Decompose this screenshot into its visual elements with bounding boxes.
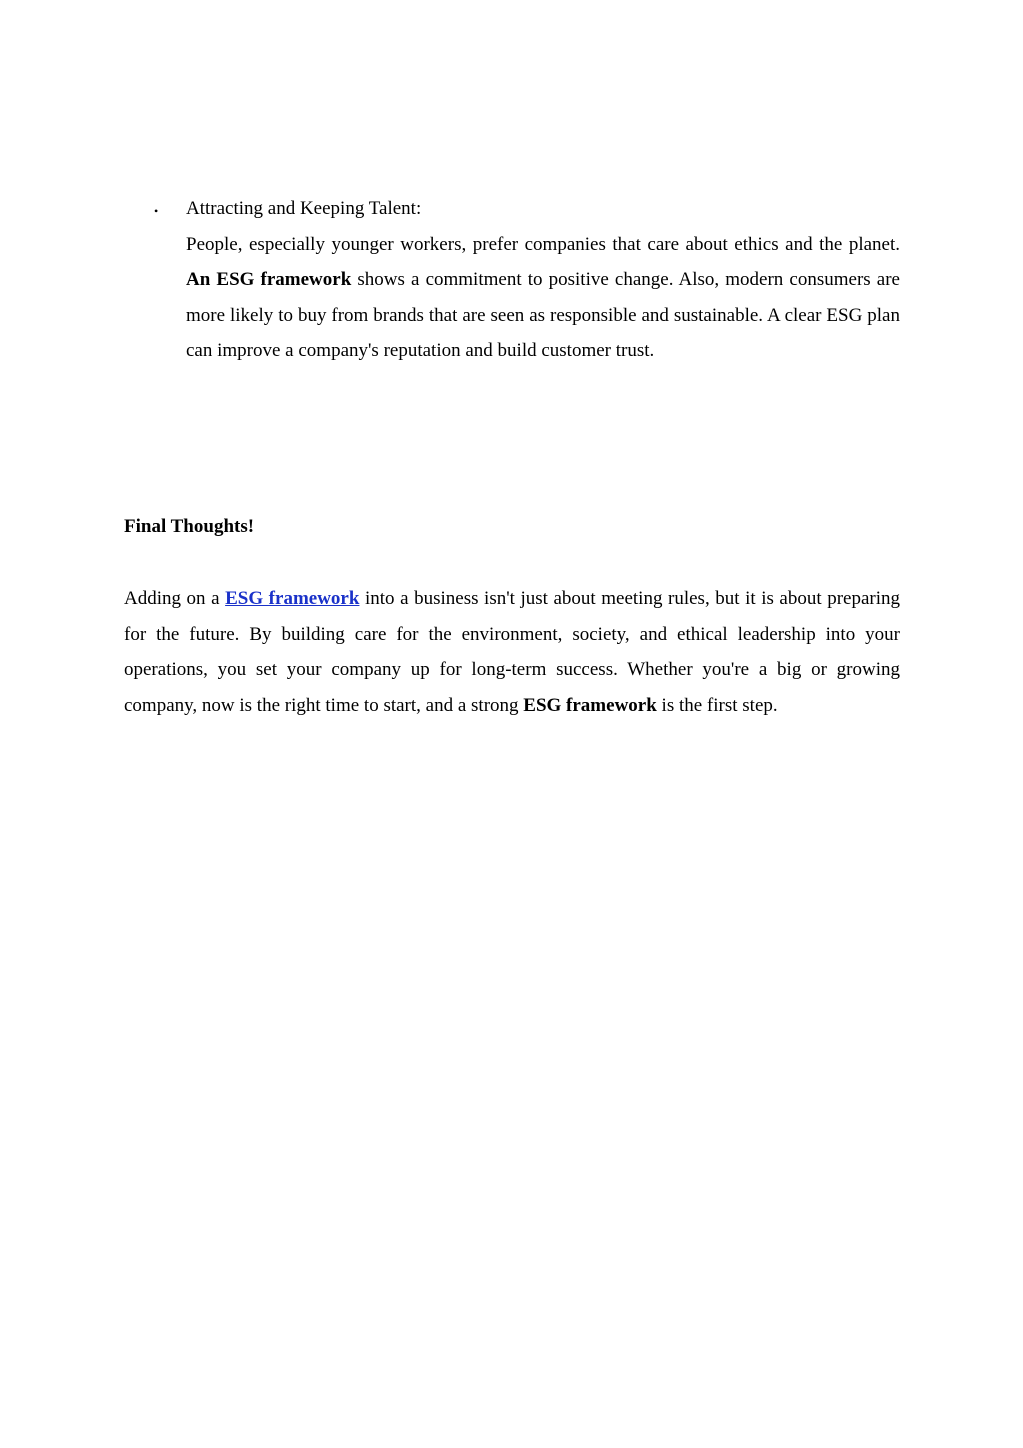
section-heading-final-thoughts: Final Thoughts! bbox=[124, 516, 255, 537]
bullet-point-icon: • bbox=[154, 204, 159, 218]
bullet-list-item bbox=[124, 191, 900, 369]
esg-framework-link[interactable]: ESG framework bbox=[225, 588, 360, 609]
bullet-text-2: shows a commitment to positive change. Also, modern consumers are more likely to buy from brands that are seen as responsible and sustainable. A clear ESG plan can improve a company's reputation and build customer trust. bbox=[186, 269, 900, 361]
final-text-2: into a business isn't just about meeting rules, but it is about preparing for the future. By building care for the environment, society, and ethical leadership into your operations, you set your company up for long-term success. Whether you're a big or growing company, now is the right time to start, and a strong bbox=[124, 588, 900, 716]
bullet-text-1: People, especially younger workers, prefer companies that care about ethics and the planet. bbox=[186, 233, 900, 255]
final-text-1: Adding on a bbox=[124, 588, 226, 609]
bullet-content bbox=[186, 191, 900, 369]
final-thoughts-paragraph bbox=[124, 581, 900, 723]
final-text-3: is the first step. bbox=[656, 694, 778, 716]
bullet-heading: Attracting and Keeping Talent: bbox=[186, 198, 422, 219]
bullet-paragraph bbox=[186, 227, 900, 369]
final-bold-esg-framework: ESG framework bbox=[523, 694, 657, 716]
bullet-bold-esg-framework: An ESG framework bbox=[186, 269, 352, 290]
